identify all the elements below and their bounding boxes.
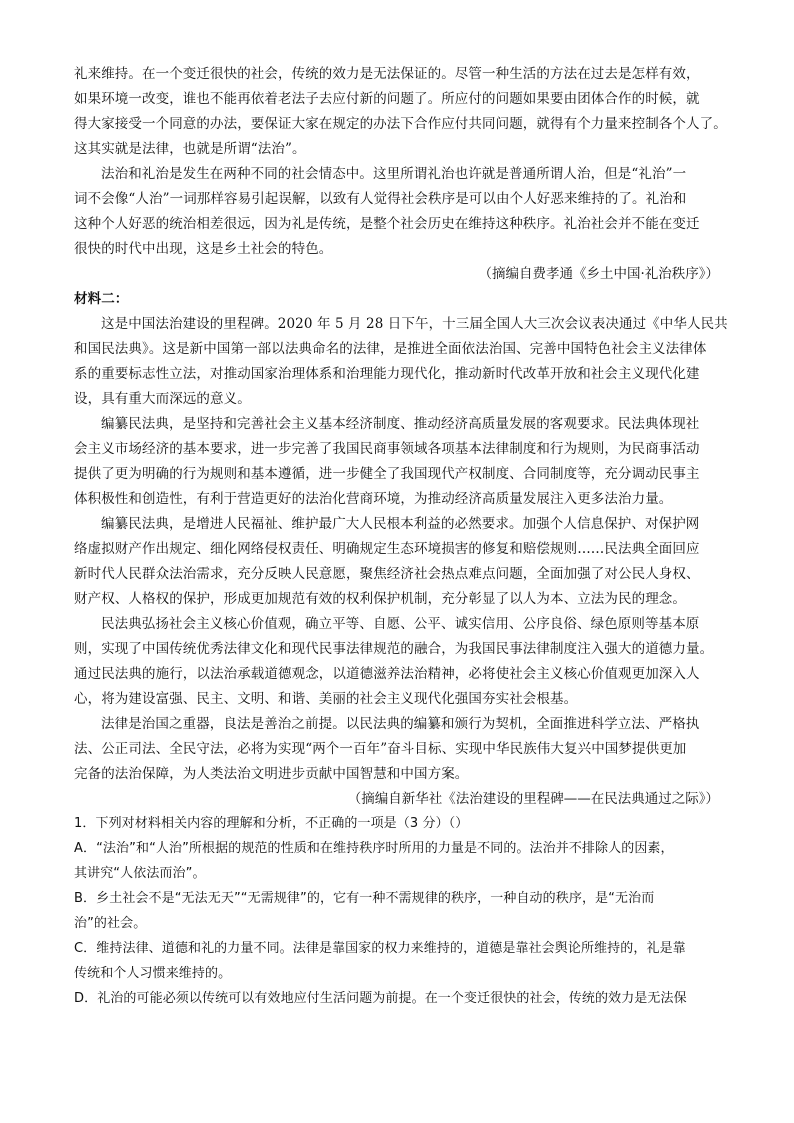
option-b-cont: 治”的社会。: [74, 916, 147, 931]
text-line: 这其实就是法律，也就是所谓“法治”。: [74, 141, 306, 157]
source-citation: （摘编自费孝通《乡土中国·礼治秩序》）: [478, 266, 719, 282]
question-stem: 1．下列对材料相关内容的理解和分析，不正确的一项是（3 分）（）: [74, 816, 469, 831]
text-line: 完备的法治保障，为人类法治文明进步贡献中国智慧和中国方案。: [74, 766, 469, 782]
source-citation: （摘编自新华社《法治建设的里程碑——在民法典通过之际》）: [347, 791, 719, 807]
option-c: C．维持法律、道德和礼的力量不同。法律是靠国家的权力来维持的，道德是靠社会舆论所维持的，礼是靠: [74, 941, 686, 956]
text-line: 设，具有重大而深远的意义。: [74, 391, 251, 407]
text-line: 提供了更为明确的行为规则和基本遵循，进一步健全了我国现代产权制度、合同制度等，充分调动民事主: [74, 466, 700, 482]
option-b: B．乡土社会不是“无法无天”“无需规律”的，它有一种不需规律的秩序，一种自动的秩序，是“无治而: [74, 891, 655, 906]
text-line: 法、公正司法、全民守法，必将为实现“两个一百年”奋斗目标、实现中华民族伟大复兴中国梦提供更加: [74, 741, 687, 757]
text-line: 通过民法典的施行，以法治承载道德观念，以道德滋养法治精神，必将使社会主义核心价值观更加深入人: [74, 666, 700, 682]
text-line: 得大家接受一个同意的办法，要保证大家在规定的办法下合作应付共同问题，就得有个力量来控制各个人了。: [74, 116, 727, 132]
text-line: 编纂民法典，是增进人民福祉、维护最广大人民根本利益的必然要求。加强个人信息保护、对保护网: [101, 516, 700, 532]
text-line: 系的重要标志性立法，对推动国家治理体系和治理能力现代化，推动新时代改革开放和社会主义现代化建: [74, 366, 700, 382]
text-line: 新时代人民群众法治需求，充分反映人民意愿，聚焦经济社会热点难点问题，全面加强了对公民人身权、: [74, 566, 700, 582]
text-line: 则，实现了中国传统优秀法律文化和现代民事法律规范的融合，为我国民事法律制度注入强大的道德力量。: [74, 641, 714, 657]
text-line: 词不会像“人治”一词那样容易引起误解，以致有人觉得社会秩序是可以由个人好恶来维持的了。礼治和: [74, 191, 687, 207]
text-line: 体积极性和创造性，有利于营造更好的法治化营商环境，为推动经济高质量发展注入更多法治力量。: [74, 491, 673, 507]
text-line: 法律是治国之重器，良法是善治之前提。以民法典的编纂和颁行为契机，全面推进科学立法、严格执: [101, 716, 700, 732]
text-line: 财产权、人格权的保护，形成更加规范有效的权利保护机制，充分彰显了以人为本、立法为民的理念。: [74, 591, 686, 607]
text-line: 编纂民法典，是坚持和完善社会主义基本经济制度、推动经济高质量发展的客观要求。民法典体现社: [101, 416, 700, 432]
option-a-cont: 其讲究“人依法而治”。: [74, 866, 206, 881]
text-line: 和国民法典》。这是新中国第一部以法典命名的法律，是推进全面依法治国、完善中国特色社会主义法律体: [74, 341, 707, 357]
option-a: A．“法治”和“人治”所根据的规范的性质和在维持秩序时所用的力量是不同的。法治并不排除人的因素，: [74, 841, 674, 856]
text-line: 心，将为建设富强、民主、文明、和谐、美丽的社会主义现代化强国夯实社会根基。: [74, 691, 578, 707]
option-c-cont: 传统和个人习惯来维持的。: [74, 966, 232, 981]
text-line: 民法典弘扬社会主义核心价值观，确立平等、自愿、公平、诚实信用、公序良俗、绿色原则等基本原: [101, 616, 700, 632]
text-line: 法治和礼治是发生在两种不同的社会情态中。这里所谓礼治也许就是普通所谓人治，但是“礼治”一: [101, 166, 687, 182]
text-line: 如果环境一改变，谁也不能再依着老法子去应付新的问题了。所应付的问题如果要由团体合作的时候，就: [74, 91, 700, 107]
section-heading: 材料二：: [74, 291, 129, 307]
text-line: 络虚拟财产作出规定、细化网络侵权责任、明确规定生态环境损害的修复和赔偿规则……民法典全面回应: [74, 541, 700, 557]
text-line: 这是中国法治建设的里程碑。2020 年 5 月 28 日下午，十三届全国人大三次会议表决通过《中华人民共: [101, 316, 728, 332]
text-line: 很快的时代中出现，这是乡土社会的特色。: [74, 241, 333, 257]
text-line: 礼来维持。在一个变迁很快的社会，传统的效力是无法保证的。尽管一种生活的方法在过去是怎样有效，: [74, 66, 700, 82]
text-line: 会主义市场经济的基本要求，进一步完善了我国民商事领域各项基本法律制度和行为规则，为民商事活动: [74, 441, 700, 457]
text-line: 这种个人好恶的统治相差很远，因为礼是传统，是整个社会历史在维持这种秩序。礼治社会并不能在变迁: [74, 216, 700, 232]
option-d: D．礼治的可能必须以传统可以有效地应付生活问题为前提。在一个变迁很快的社会，传统的效力是无法保: [74, 991, 687, 1006]
